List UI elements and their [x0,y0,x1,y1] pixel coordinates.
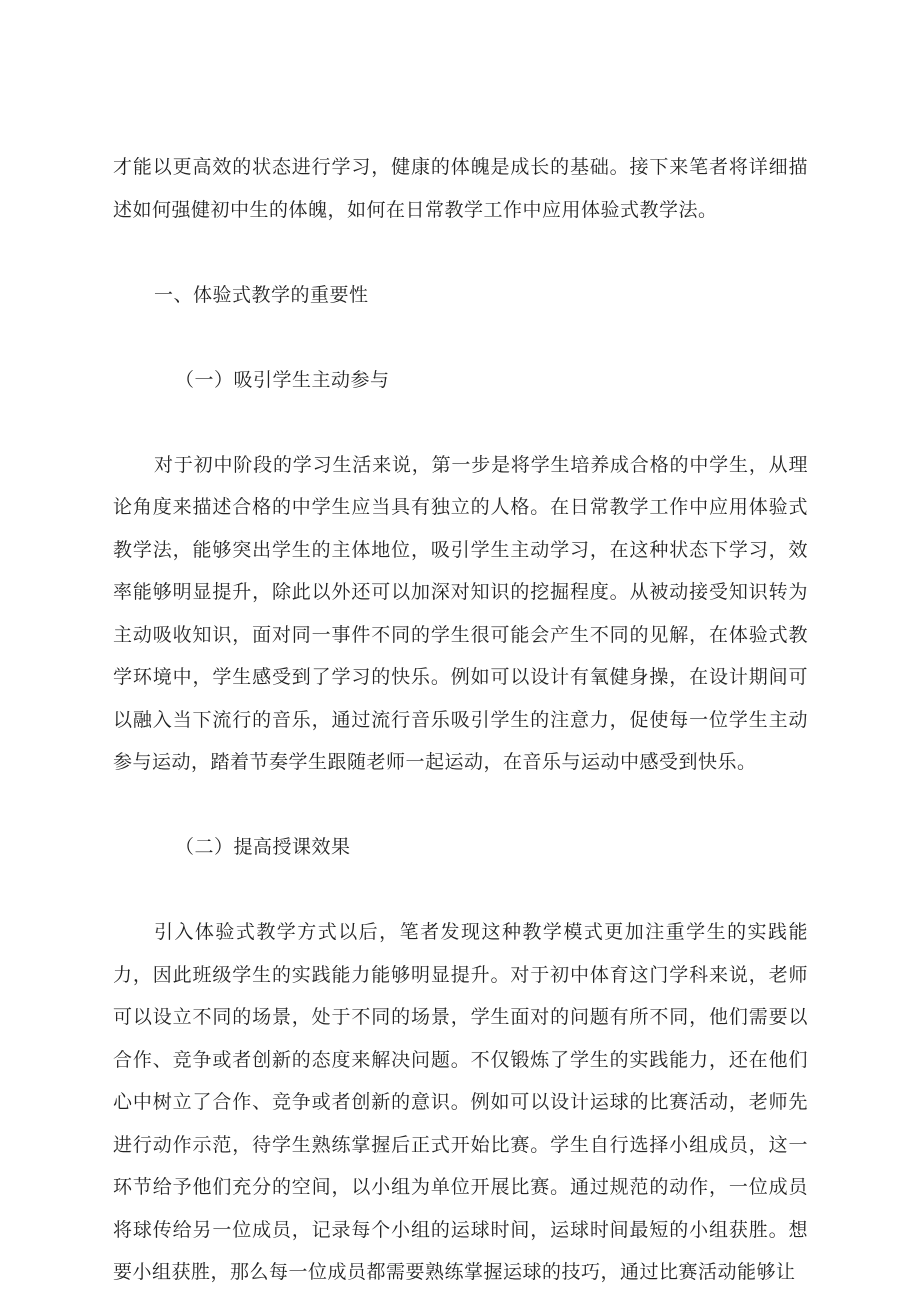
paragraph-intro: 才能以更高效的状态进行学习，健康的体魄是成长的基础。接下来笔者将详细描述如何强健初中生的体魄，如何在日常教学工作中应用体验式教学法。 [113,156,808,221]
subsection-heading-engagement: （一）吸引学生主动参与 [175,368,390,391]
subsection-heading-teaching-effect: （二）提高授课效果 [175,836,351,858]
section-heading-importance: 一、体验式教学的重要性 [154,283,369,306]
paragraph-teaching-effect: 引入体验式教学方式以后，笔者发现这种教学模式更加注重学生的实践能力，因此班级学生的实践能力能够明显提升。对于初中体育这门学科来说，老师可以设立不同的场景，处于不同的场景，学生面对的问题有所不同，他们需要以合作、竞争或者创新的态度来解决问题。不仅锻炼了学生的实践能力，还在他们心中树立了合作、竞争或者创新的意识。例如可以设计运球的比赛活动，老师先进行动作示范，待学生熟练掌握后正式开始比赛。学生自行选择小组成员，这一环节给予他们充分的空间，以小组为单位开展比赛。通过规范的动作，一位成员将球传给另一位成员，记录每个小组的运球时间，运球时间最短的小组获胜。想要小组获胜，那么每一位成员都需要熟练掌握运球的技巧，通过比赛活动能够让 [113,921,808,1283]
document-body [113,146,808,1294]
paragraph-engagement: 对于初中阶段的学习生活来说，第一步是将学生培养成合格的中学生，从理论角度来描述合格的中学生应当具有独立的人格。在日常教学工作中应用体验式教学法，能够突出学生的主体地位，吸引学生主动学习，在这种状态下学习，效率能够明显提升，除此以外还可以加深对知识的挖掘程度。从被动接受知识转为主动吸收知识，面对同一事件不同的学生很可能会产生不同的见解，在体验式教学环境中，学生感受到了学习的快乐。例如可以设计有氧健身操，在设计期间可以融入当下流行的音乐，通过流行音乐吸引学生的注意力，促使每一位学生主动参与运动，踏着节奏学生跟随老师一起运动，在音乐与运动中感受到快乐。 [113,453,808,773]
